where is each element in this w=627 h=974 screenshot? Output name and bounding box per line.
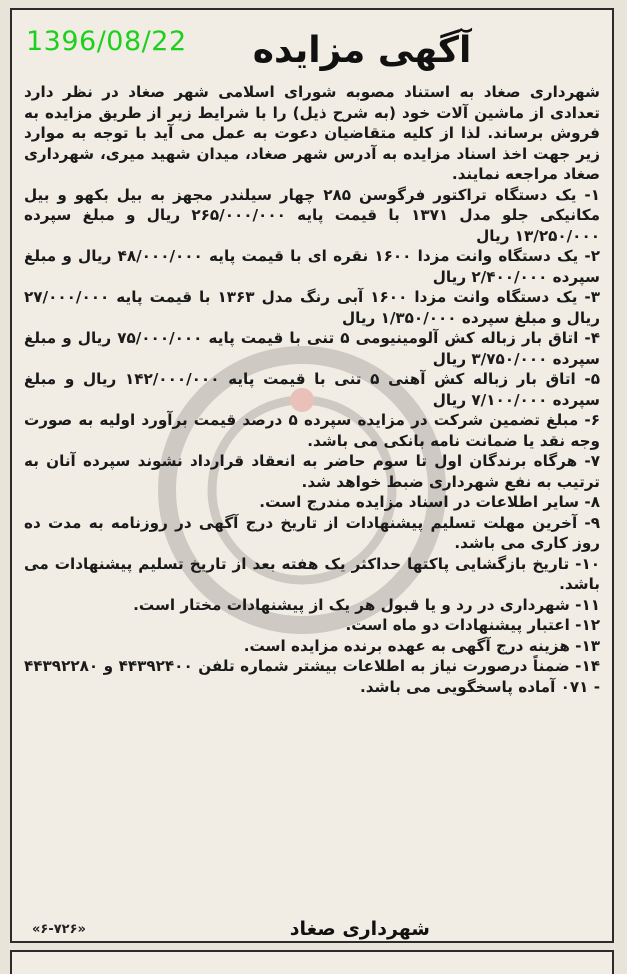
list-item: ۶- مبلغ تضمین شرکت در مزایده سپرده ۵ درصد قیمت برآورد اولیه به صورت وجه نقد یا ضمانت نامه بانکی می باشد. xyxy=(24,411,600,450)
list-item: ۳- یک دستگاه وانت مزدا ۱۶۰۰ آبی رنگ مدل ۱۳۶۳ با قیمت پایه ۲۷/۰۰۰/۰۰۰ ریال و مبلغ سپرده ۱/۳۵۰/۰۰۰ ریال xyxy=(24,288,600,327)
notice-footer xyxy=(24,918,600,942)
list-item: ۱۰- تاریخ بازگشایی پاکتها حداکثر یک هفته بعد از تاریخ تسلیم پیشنهادات می باشد. xyxy=(24,554,600,593)
list-item: ۷- هرگاه برندگان اول تا سوم حاضر به انعقاد قرارداد نشوند سپرده آنان به ترتیب به نفع شهرداری ضبط خواهد شد. xyxy=(24,452,600,491)
list-item: ۱۲- اعتبار پیشنهادات دو ماه است. xyxy=(345,616,600,634)
list-item: ۱۱- شهرداری در رد و یا قبول هر یک از پیشنهادات مختار است. xyxy=(133,595,600,614)
auction-notice xyxy=(10,8,614,943)
next-notice-strip xyxy=(10,950,614,974)
notice-body xyxy=(24,82,600,697)
list-item: ۹- آخرین مهلت تسلیم پیشنهادات از تاریخ درج آگهی در روزنامه به مدت ده روز کاری می باشد. xyxy=(24,513,600,552)
items-list xyxy=(24,185,600,698)
intro-paragraph: شهرداری صغاد به استناد مصوبه شورای اسلامی شهر صغاد در نظر دارد تعدادی از ماشین آلات خود (به شرح ذیل) را با شرایط زیر از طریق مزایده به فروش برساند. لذا از کلیه متقاضیان دعوت به عمل می آید با توجه به موارد زیر جهت اخذ اسناد مزایده به آدرس شهر صغاد، میدان شهید میری، شهرداری صغاد مراجعه نمایند. xyxy=(24,83,600,183)
notice-title: آگهی مزایده xyxy=(252,30,472,71)
list-item: ۸- سایر اطلاعات در اسناد مزایده مندرج است. xyxy=(259,493,600,511)
list-item: ۴- اتاق بار زباله کش آلومینیومی ۵ تنی با قیمت پایه ۷۵/۰۰۰/۰۰۰ ریال و مبلغ سپرده ۳/۷۵۰/۰۰۰ ریال xyxy=(24,329,601,368)
list-item: ۲- یک دستگاه وانت مزدا ۱۶۰۰ نقره ای با قیمت پایه ۴۸/۰۰۰/۰۰۰ ریال و مبلغ سپرده ۲/۴۰۰/۰۰۰ ریال xyxy=(24,247,600,286)
ad-code: «۶-۷۲۶» xyxy=(32,922,86,937)
signer: شهرداری صغاد xyxy=(289,918,430,940)
list-item: ۱۴- ضمناً درصورت نیاز به اطلاعات بیشتر شماره تلفن ۴۴۳۹۲۴۰۰ و ۴۴۳۹۲۲۸۰ - ۰۷۱ آماده پاسخگویی می باشد. xyxy=(24,657,600,696)
list-item: ۵- اتاق بار زباله کش آهنی ۵ تنی با قیمت پایه ۱۴۲/۰۰۰/۰۰۰ ریال و مبلغ سپرده ۷/۱۰۰/۰۰۰ ریال xyxy=(24,370,601,409)
date-stamp: 1396/08/22 xyxy=(26,26,187,57)
list-item: ۱۳- هزینه درج آگهی به عهده برنده مزایده است. xyxy=(243,636,600,655)
list-item: ۱- یک دستگاه تراکتور فرگوسن ۲۸۵ چهار سیلندر مجهز به بیل بکهو و بیل مکانیکی جلو مدل ۱۳۷۱ با قیمت پایه ۲۶۵/۰۰۰/۰۰۰ ریال و مبلغ سپرده ۱۳/۲۵۰/۰۰۰ ریال xyxy=(24,185,601,245)
